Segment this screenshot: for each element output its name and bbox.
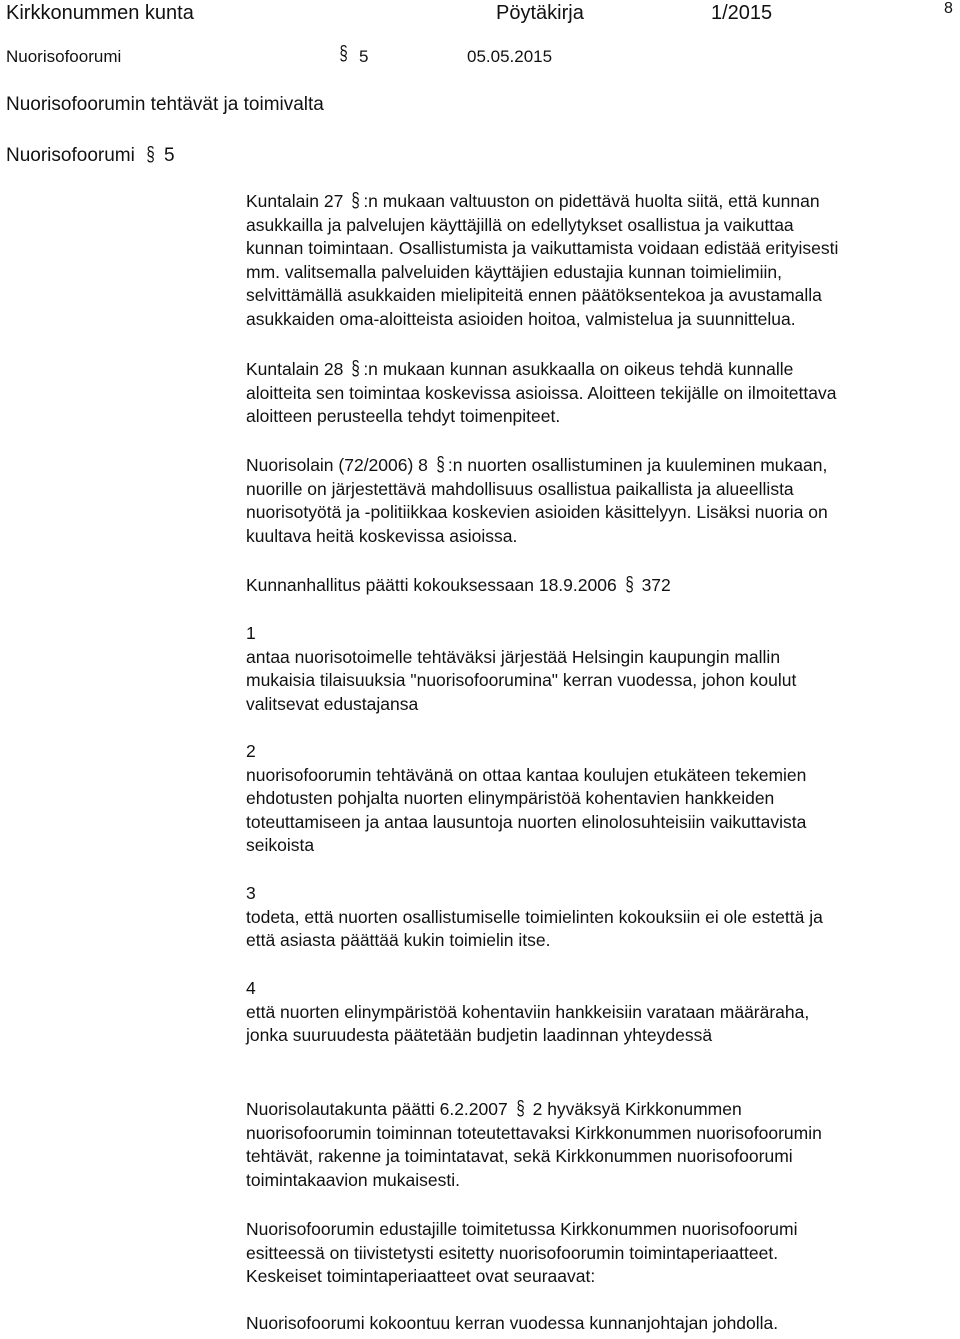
municipality-name: Kirkkonummen kunta [6, 2, 194, 24]
paragraph-kuntalaki-28: Kuntalain 28 § :n mukaan kunnan asukkaalla on oikeus tehdä kunnalle aloitteita sen toimintaa koskevissa asioissa. Aloitteen tekijälle on ilmoitettava aloitteen perusteella tehdyt toimenpiteet. [246, 358, 837, 427]
list-item-number: 2 [246, 741, 256, 761]
section-symbol: § [339, 43, 348, 65]
document-type: Pöytäkirja [496, 2, 584, 24]
subtitle: Nuorisofoorumi § 5 [6, 144, 175, 166]
paragraph-nuorisolautakunta: Nuorisolautakunta päätti 6.2.2007 § 2 hyväksyä Kirkkonummen nuorisofoorumin toiminnan toteutettavaksi Kirkkonummen nuorisofoorumin tehtävät, rakenne ja toimintatavat, sekä Kirkkonummen nuorisofoorumi toimintakaavion mukaisesti. [246, 1098, 822, 1190]
list-item-3: 3 todeta, että nuorten osallistumiselle toimielinten kokouksiin ei ole estettä ja että asiasta päättää kukin toimielin itse. [246, 882, 958, 953]
body-name: Nuorisofoorumi [6, 47, 122, 66]
section-number: 5 [359, 47, 369, 66]
list-item-number: 1 [246, 623, 256, 643]
paragraph-kokoontuminen: Nuorisofoorumi kokoontuu kerran vuodessa kunnanjohtajan johdolla. [246, 1313, 779, 1333]
paragraph-kunnanhallitus: Kunnanhallitus päätti kokouksessaan 18.9.2006 § 372 [246, 574, 671, 596]
list-item-4: 4 että nuorten elinympäristöä kohentaviin hankkeisiin varataan määräraha, jonka suuruudesta päätetään budjetin laadinnan yhteydessä [246, 977, 958, 1048]
paragraph-nuorisolaki: Nuorisolain (72/2006) 8 § :n nuorten osallistuminen ja kuuleminen mukaan, nuorille on järjestettävä mahdollisuus osallistua paikallista ja alueellista nuorisotyötä ja -politiikkaa koskevien asioiden käsittelyyn. Lisäksi nuoria on kuultava heitä koskevissa asioissa. [246, 454, 828, 546]
list-item-number: 4 [246, 978, 256, 998]
list-item-1: 1 antaa nuorisotoimelle tehtäväksi järjestää Helsingin kaupungin mallin mukaisia tilaisuuksia "nuorisofoorumina" kerran vuodessa, johon koulut valitsevat edustajansa [246, 622, 958, 716]
paragraph-esite: Nuorisofoorumin edustajille toimitetussa Kirkkonummen nuorisofoorumi esitteessä on tiivistetysti esitetty nuorisofoorumin toimintaperiaatteet. Keskeiset toimintaperiaatteet ovat seuraavat: [246, 1219, 798, 1287]
paragraph-kuntalaki-27: Kuntalain 27 § :n mukaan valtuuston on pidettävä huolta siitä, että kunnan asukkailla ja palvelujen käyttäjillä on edellytykset osallistua ja vaikuttaa kunnan toimintaan. Osallistumista ja vaikuttamista voidaan edistää erityisesti mm. valitsemalla palveluiden käyttäjien edustajia kunnan toimielimiin, selvittämällä asukkaiden mielipiteitä ennen päätöksentekoa ja avustamalla asukkaiden oma-aloitteista asioiden hoitoa, valmistelua ja suunnittelua. [246, 190, 839, 329]
list-item-2: 2 nuorisofoorumin tehtävänä on ottaa kantaa koulujen etukäteen tekemien ehdotusten pohjalta nuorten elinympäristöä kohentavien hankkeiden toteuttamiseen ja antaa lausuntoja nuorten elinolosuhteisiin vaikuttavista seikoista [246, 740, 958, 858]
document-number: 1/2015 [711, 2, 773, 24]
page-number: 8 [944, 0, 953, 17]
meeting-date: 05.05.2015 [467, 47, 553, 66]
page-title: Nuorisofoorumin tehtävät ja toimivalta [6, 94, 324, 115]
list-item-number: 3 [246, 883, 256, 903]
